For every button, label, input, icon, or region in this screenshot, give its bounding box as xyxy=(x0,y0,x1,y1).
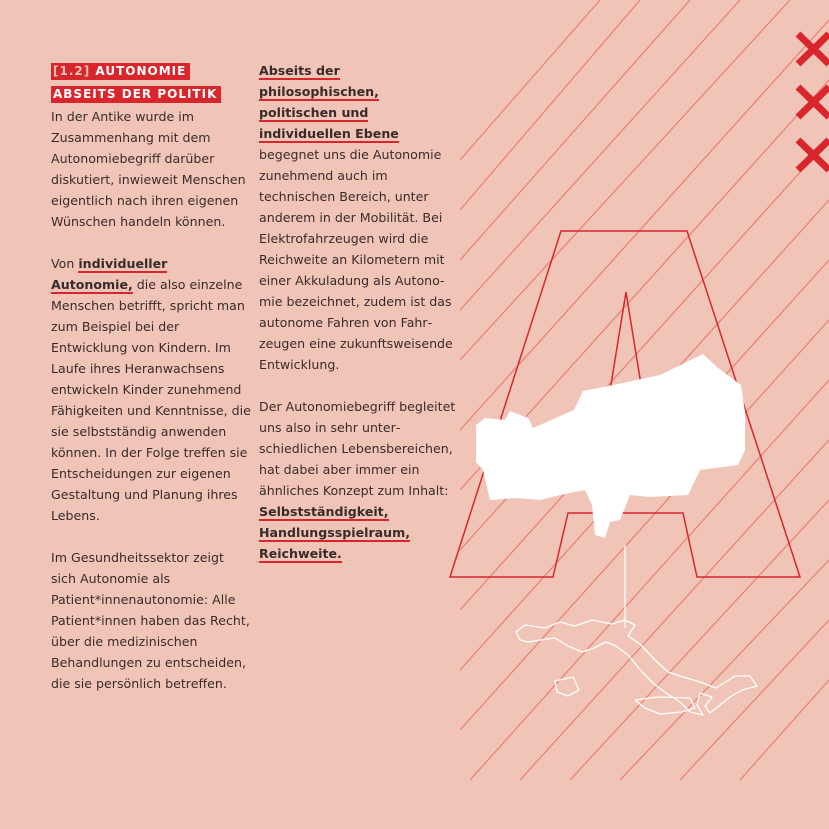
highlight-abseits: Abseits der philosophischen, politischen und individuellen Ebene xyxy=(259,63,399,141)
paragraph-gesundheit: Im Gesundheitssektor zeigt sich Autonomie als Patient*innenautonomie: Alle Patient*innen haben das Recht, über die medizinischen Behandlungen zu entscheiden, die sie persönlich betreffen. xyxy=(51,550,250,691)
paragraph-antike: In der Antike wurde im Zusammenhang mit dem Autonomiebegriff darüber diskutiert, inwieweit Menschen eigentlich nach ihren eigenen Wünschen handeln können. xyxy=(51,109,246,229)
text: die also einzelne Menschen betrifft, spricht man zum Beispiel bei der Entwicklung von Kindern. Im Laufe ihres Heranwachsens entwickeln Kinder zunehmend Fähigkeiten und Kenntnisse, die sie selbstständig anwenden können. In der Folge treffen sie Entscheidungen zur eigenen Gestaltung und Planung ihres Lebens. xyxy=(51,277,251,523)
section-number: [1.2] xyxy=(53,64,91,78)
text: Der Autonomiebegriff begleitet uns also in sehr unterschiedlichen Lebensbereichen, hat dabei aber immer ein ähnliches Konzept zum Inhalt: xyxy=(259,399,456,498)
text: begegnet uns die Autonomie zunehmend auch im technischen Bereich, unter anderem in der Mobilität. Bei Elektrofahrzeugen wird die Reichweite an Kilometern mit einer Akkuladung als Autonomie bezeichnet, zudem ist das autonome Fahren von Fahrzeugen eine zukunftsweisende Entwicklung. xyxy=(259,147,453,372)
term-reichweite: Reichweite. xyxy=(259,546,342,561)
cross-icons xyxy=(798,34,829,170)
term-selbststaendigkeit: Selbstständigkeit, xyxy=(259,504,389,519)
region-map-icon xyxy=(476,354,745,538)
cross-icon xyxy=(798,140,829,170)
term-handlungsspielraum: Handlungsspielraum, xyxy=(259,525,411,540)
italy-map-icon xyxy=(516,620,757,715)
highlight-individual-autonomy: individueller Autonomie, xyxy=(51,256,168,292)
heading-title-1: AUTONOMIE xyxy=(95,64,187,78)
heading-line-2: ABSEITS DER POLITIK xyxy=(51,86,221,103)
text: Von xyxy=(51,256,79,271)
cross-icon xyxy=(798,87,829,117)
